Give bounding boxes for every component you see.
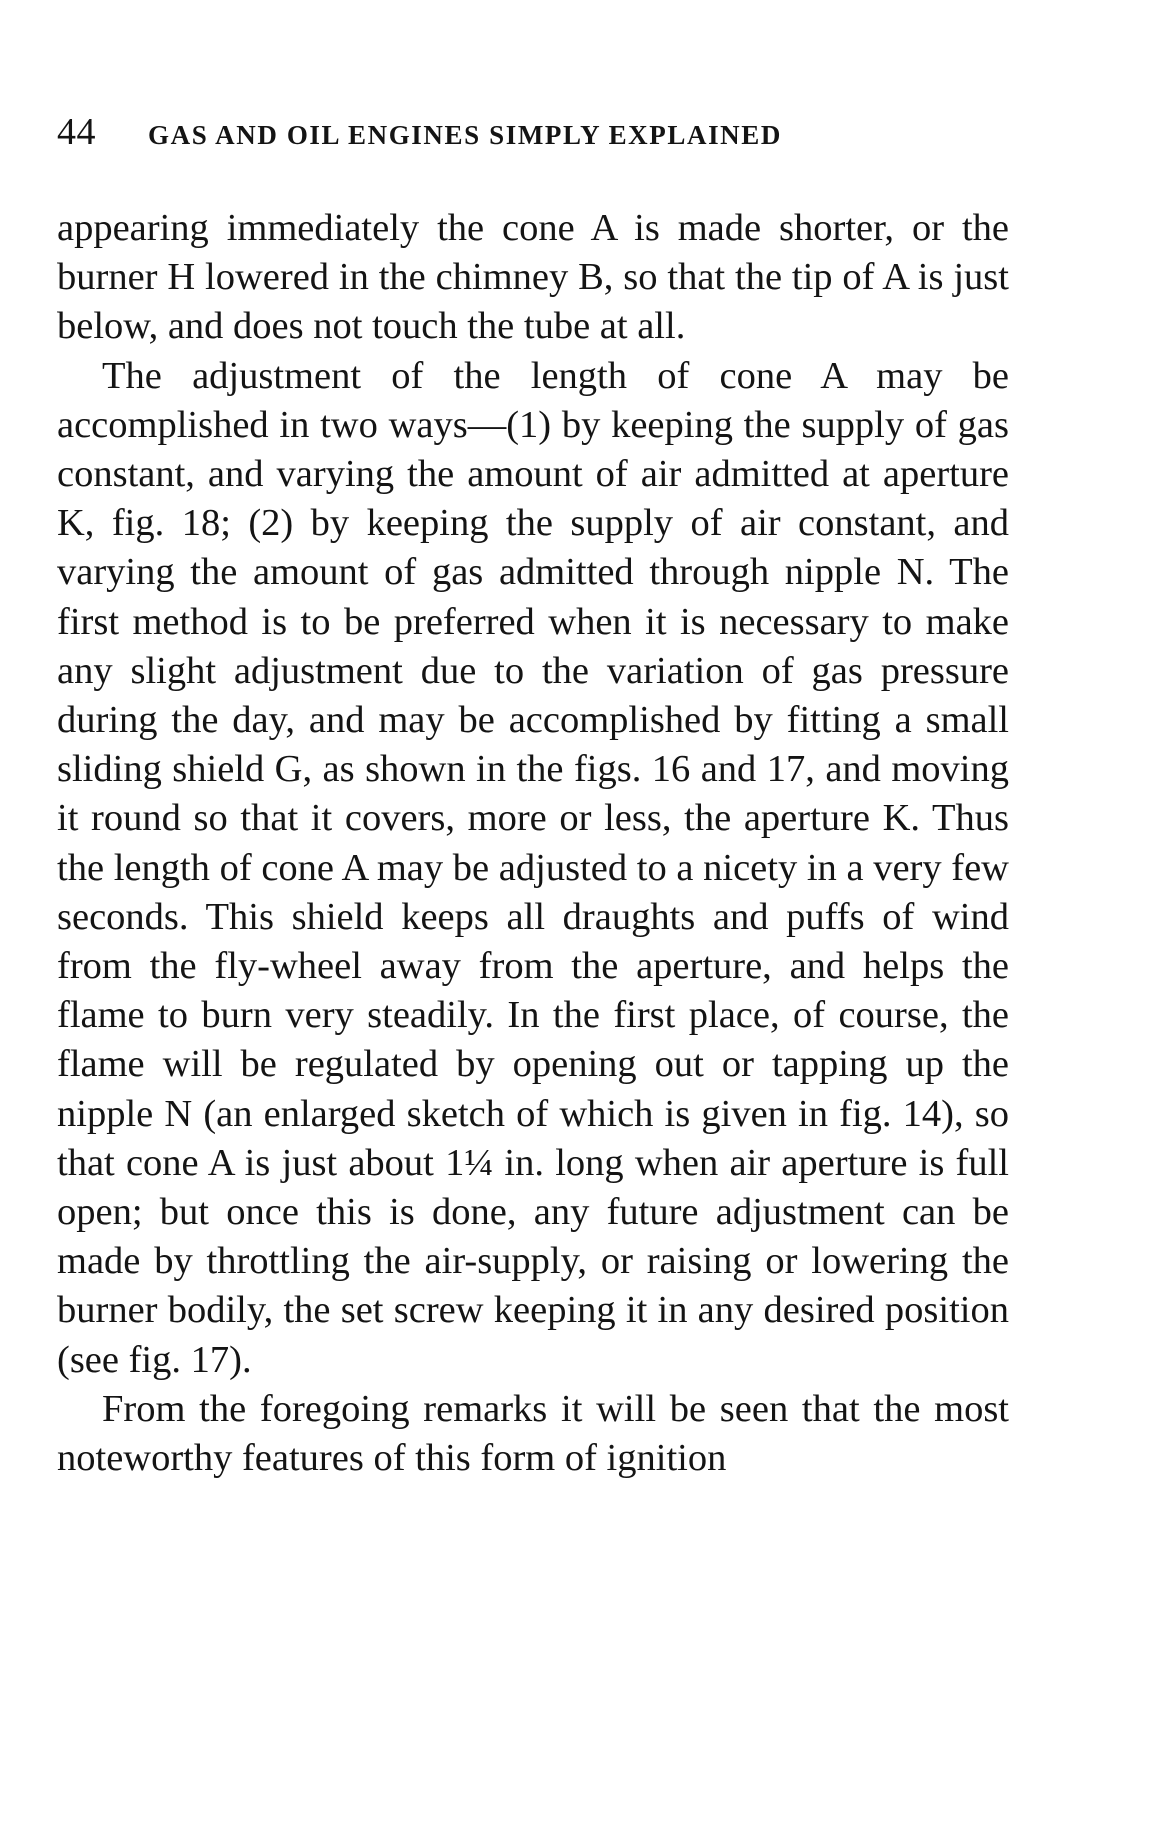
running-head: [57, 110, 1009, 156]
book-page: [57, 110, 1009, 1483]
page-number: 44: [57, 111, 96, 153]
paragraph-adjustment: The adjustment of the length of cone A may be accomplished in two ways—(1) by keeping the supply of gas constant, and varying the amount of air admitted at aperture K, fig. 18; (2) by keeping the supply of air constant, and varying the amount of gas admitted through nipple N. The first method is to be preferred when it is necessary to make any slight adjustment due to the variation of gas pressure during the day, and may be accomplished by fitting a small sliding shield G, as shown in the figs. 16 and 17, and moving it round so that it covers, more or less, the aperture K. Thus the length of cone A may be adjusted to a nicety in a very few seconds. This shield keeps all draughts and puffs of wind from the fly-wheel away from the aperture, and helps the flame to burn very steadily. In the first place, of course, the flame will be regulated by opening out or tapping up the nipple N (an enlarged sketch of which is given in fig. 14), so that cone A is just about 1¼ in. long when air aperture is full open; but once this is done, any future adjustment can be made by throttling the air-supply, or raising or lowering the burner bodily, the set screw keeping it in any desired position (see fig. 17).: [57, 354, 1009, 1381]
body-text: [57, 204, 1009, 1483]
paragraph-foregoing-remarks: From the foregoing remarks it will be seen that the most noteworthy features of this form of ignition: [57, 1387, 1009, 1480]
running-title: GAS AND OIL ENGINES SIMPLY EXPLAINED: [148, 120, 782, 150]
paragraph-continuation: appearing immediately the cone A is made shorter, or the burner H lowered in the chimney B, so that the tip of A is just below, and does not touch the tube at all.: [57, 207, 1009, 348]
